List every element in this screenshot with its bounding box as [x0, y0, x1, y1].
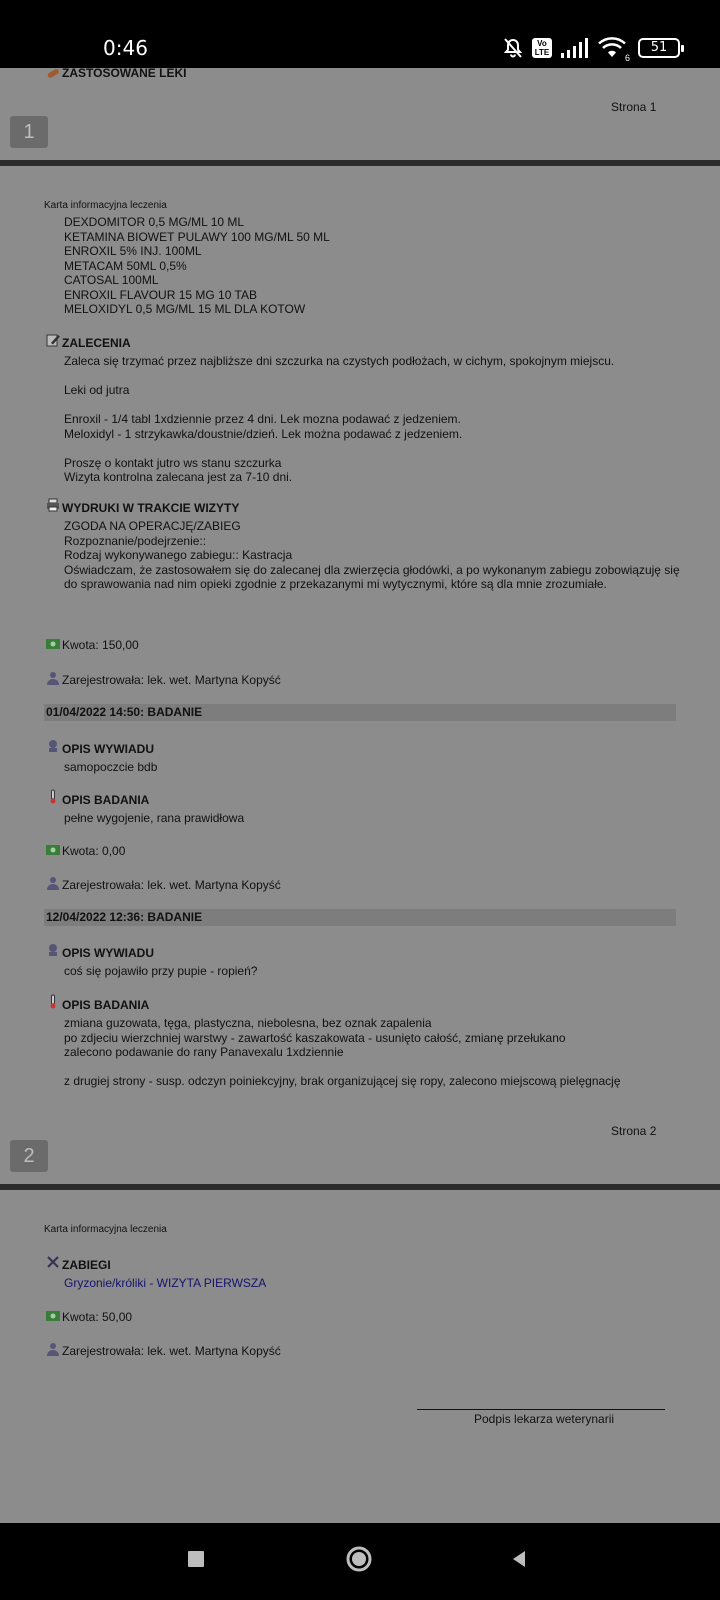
section-heading-opis-badania: OPIS BADANIA	[62, 793, 150, 807]
text-line: z drugiej strony - susp. odczyn poiniekcyjny, brak organizującej się ropy, zalecono miejscową pielęgnację	[64, 1074, 621, 1088]
text-line: Rodzaj wykonywanego zabiegu:: Kastracja	[64, 548, 293, 562]
exam-text	[64, 1016, 621, 1089]
list-item: ENROXIL 5% INJ. 100ML	[64, 244, 202, 258]
amount-label: Kwota: 150,00	[62, 638, 139, 652]
procedure-link[interactable]: Gryzonie/króliki - WIZYTA PIERWSZA	[64, 1276, 267, 1290]
user-icon	[46, 671, 60, 685]
section-heading-zalecenia: ZALECENIA	[62, 336, 131, 350]
text-line: Enroxil - 1/4 tabl 1xdziennie przez 4 dni. Lek mozna podawać z jedzeniem.	[64, 412, 461, 426]
list-item: MELOXIDYL 0,5 MG/ML 15 ML DLA KOTOW	[64, 302, 306, 316]
back-button[interactable]	[479, 1523, 559, 1600]
text-line: Wizyta kontrolna zalecana jest za 7-10 dni.	[64, 470, 293, 484]
text-line	[64, 369, 614, 384]
status-bar	[0, 0, 720, 68]
money-icon	[46, 1308, 60, 1322]
printouts-text	[64, 519, 680, 592]
signal-icon	[560, 38, 590, 58]
exam-text: pełne wygojenie, rana prawidłowa	[64, 811, 245, 825]
interview-text: samopoczcie bdb	[64, 760, 158, 774]
money-icon	[46, 842, 60, 856]
pill-icon	[46, 66, 60, 80]
recent-apps-icon	[187, 1550, 205, 1573]
section-heading-opis-wywiadu: OPIS WYWIADU	[62, 742, 154, 756]
page-separator	[0, 160, 720, 166]
recent-apps-button[interactable]	[156, 1523, 236, 1600]
battery-icon: 51	[638, 38, 680, 58]
amount-label: Kwota: 50,00	[62, 1310, 133, 1324]
section-heading-zastosowane-leki: ZASTOSOWANE LEKI	[62, 66, 187, 80]
text-line: ZGODA NA OPERACJĘ/ZABIEG	[64, 519, 241, 533]
registered-by: Zarejestrowała: lek. wet. Martyna Kopyść	[62, 1344, 281, 1358]
thermometer-icon	[46, 790, 60, 804]
text-line	[64, 1060, 621, 1075]
wifi-band-label: 6	[624, 53, 630, 63]
bell-muted-icon	[502, 37, 524, 59]
user-icon	[46, 1342, 60, 1356]
list-item: CATOSAL 100ML	[64, 273, 159, 287]
navigation-bar	[0, 1523, 720, 1600]
text-line: Oświadczam, że zastosowałem się do zalecanej dla zwierzęcia głodówki, a po wykonanym zabiegu zobowiązuję się	[64, 562, 680, 577]
money-icon	[46, 636, 60, 650]
registered-by: Zarejestrowała: lek. wet. Martyna Kopyść	[62, 673, 281, 687]
list-item: KETAMINA BIOWET PULAWY 100 MG/ML 50 ML	[64, 229, 330, 244]
visit-header: 12/04/2022 12:36: BADANIE	[44, 909, 676, 926]
text-line: do sprawowania nad nim opieki zgodnie z przekazanymi mi wytycznymi, które są dla mnie zrozumiałe.	[64, 577, 607, 591]
list-item: DEXDOMITOR 0,5 MG/ML 10 ML	[64, 215, 245, 229]
doc-title: Karta informacyjna leczenia	[44, 1224, 167, 1235]
status-time: 0:46	[103, 36, 148, 60]
recommendations-text	[64, 354, 615, 484]
text-line: zmiana guzowata, tęga, plastyczna, niebolesna, bez oznak zapalenia	[64, 1016, 432, 1030]
section-heading-opis-wywiadu: OPIS WYWIADU	[62, 946, 154, 960]
text-line: po zdjeciu wierzchniej warstwy - zawartość kaszakowata - usunięto całość, zmianę przełukano	[64, 1030, 566, 1045]
section-heading-zabiegi: ZABIEGI	[62, 1258, 111, 1272]
amount-label: Kwota: 0,00	[62, 844, 126, 858]
user-icon	[46, 876, 60, 890]
wifi-icon	[598, 37, 630, 63]
back-icon	[509, 1549, 529, 1574]
doc-title: Karta informacyjna leczenia	[44, 200, 167, 211]
page-badge-1[interactable]: 1	[10, 116, 48, 148]
text-line: Proszę o kontakt jutro ws stanu szczurka	[64, 455, 282, 470]
home-button[interactable]	[319, 1523, 399, 1600]
page-separator	[0, 1184, 720, 1190]
text-line: Rozpoznanie/podejrzenie::	[64, 533, 207, 548]
volte-icon: Vo LTE	[532, 38, 552, 58]
visit-header: 01/04/2022 14:50: BADANIE	[44, 704, 676, 721]
page-badge-2[interactable]: 2	[10, 1140, 48, 1172]
signature-label: Podpis lekarza weterynarii	[474, 1412, 615, 1426]
registered-by: Zarejestrowała: lek. wet. Martyna Kopyść	[62, 878, 281, 892]
text-line: Zaleca się trzymać przez najbliższe dni szczurka na czystych podłożach, w cichym, spokojnym miejscu.	[64, 354, 615, 368]
section-heading-wydruki: WYDRUKI W TRAKCIE WIZYTY	[62, 501, 240, 515]
signature-line	[417, 1409, 665, 1410]
home-icon	[345, 1545, 373, 1578]
medication-list	[64, 215, 330, 317]
scissors-icon	[46, 1255, 60, 1269]
section-heading-opis-badania: OPIS BADANIA	[62, 998, 150, 1012]
interview-icon	[46, 739, 60, 753]
text-line	[64, 441, 614, 456]
text-line: Leki od jutra	[64, 383, 130, 397]
page-number-label: Strona 2	[611, 1124, 657, 1138]
page-number-label: Strona 1	[611, 100, 657, 114]
printer-icon	[46, 498, 60, 512]
list-item: METACAM 50ML 0,5%	[64, 258, 187, 273]
interview-icon	[46, 943, 60, 957]
text-line	[64, 398, 614, 413]
text-line: Meloxidyl - 1 strzykawka/doustnie/dzień. Lek można podawać z jedzeniem.	[64, 426, 463, 441]
text-line: zalecono podawanie do rany Panavexalu 1xdziennie	[64, 1045, 344, 1059]
thermometer-icon	[46, 995, 60, 1009]
edit-note-icon	[46, 333, 60, 347]
document-viewer[interactable]	[0, 68, 720, 1523]
interview-text: coś się pojawiło przy pupie - ropień?	[64, 964, 258, 978]
list-item: ENROXIL FLAVOUR 15 MG 10 TAB	[64, 287, 257, 302]
status-icons	[502, 36, 680, 63]
